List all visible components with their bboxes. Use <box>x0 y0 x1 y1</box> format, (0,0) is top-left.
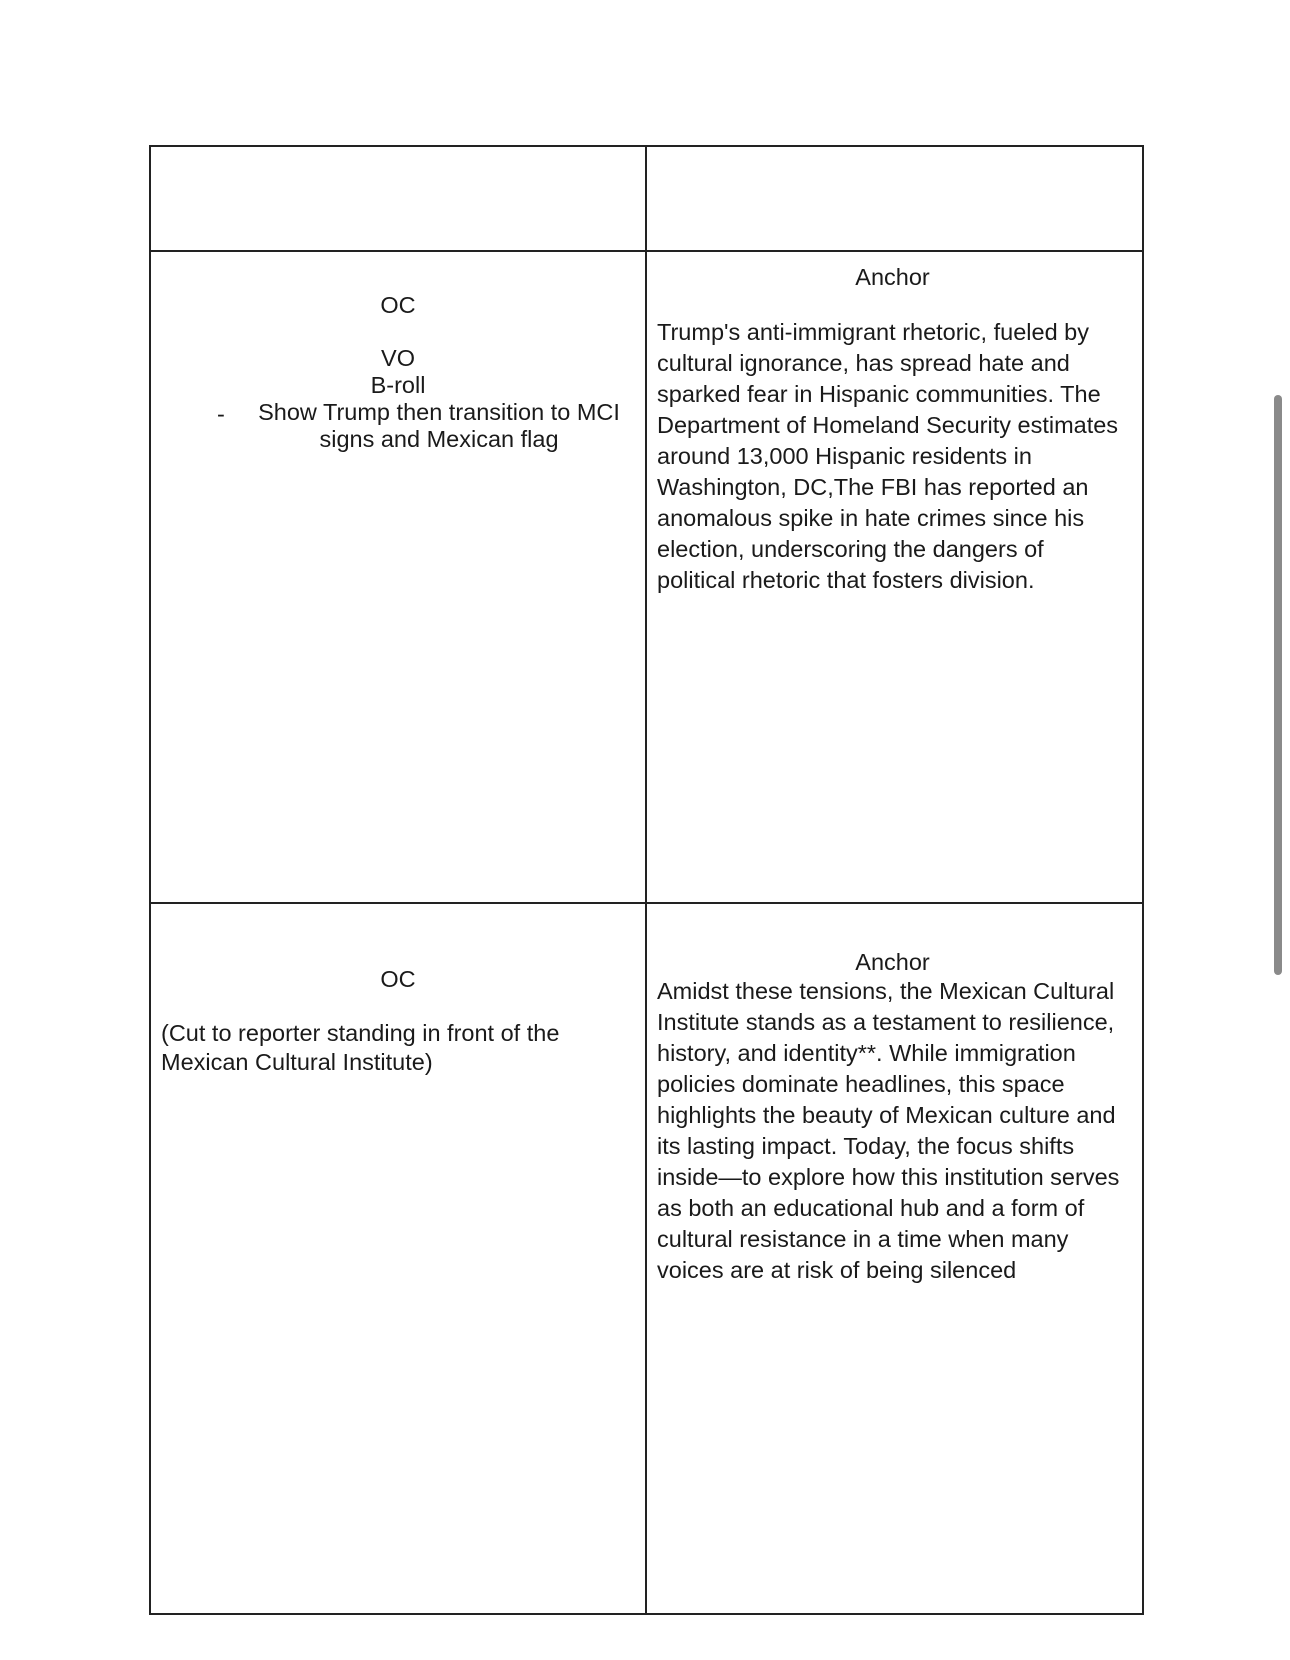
anchor-script-text: Amidst these tensions, the Mexican Cultural Institute stands as a testament to resilience, history, and identity**. While immigration policies dominate headlines, this space highlights the beauty of Mexican culture and its lasting impact. Today, the focus shifts inside—to explore how this institution serves as both an educational hub and a form of cultural resistance in a time when many voices are at risk of being silenced <box>657 978 1120 1283</box>
empty-cell-left[interactable] <box>150 146 646 251</box>
table-row <box>150 251 1143 903</box>
video-cell[interactable] <box>150 251 646 903</box>
table-row-header-empty <box>150 146 1143 251</box>
scrollbar-thumb[interactable] <box>1274 395 1282 975</box>
audio-cell[interactable] <box>646 251 1143 903</box>
script-table <box>149 145 1144 1615</box>
oc-label: OC <box>380 292 416 318</box>
anchor-script-text: Trump's anti-immigrant rhetoric, fueled by cultural ignorance, has spread hate and sparked fear in Hispanic communities. The Department of Homeland Security estimates around 13,000 Hispanic residents in Washington, DC,The FBI has reported an anomalous spike in hate crimes since his election, underscoring the dangers of political rhetoric that fosters division. <box>657 319 1119 593</box>
bullet-item <box>151 399 645 453</box>
shot-note: (Cut to reporter standing in front of the Mexican Cultural Institute) <box>161 1020 560 1075</box>
empty-cell-right[interactable] <box>646 146 1143 251</box>
broll-label: B-roll <box>370 372 426 398</box>
speaker-label: Anchor <box>855 264 930 290</box>
oc-label: OC <box>380 966 416 992</box>
audio-cell[interactable] <box>646 903 1143 1614</box>
table-row <box>150 903 1143 1614</box>
bullet-marker: - <box>217 401 225 427</box>
bullet-text: Show Trump then transition to MCI signs and Mexican flag <box>258 399 620 452</box>
video-cell[interactable] <box>150 903 646 1614</box>
vo-label: VO <box>381 345 415 371</box>
speaker-label: Anchor <box>855 949 930 975</box>
